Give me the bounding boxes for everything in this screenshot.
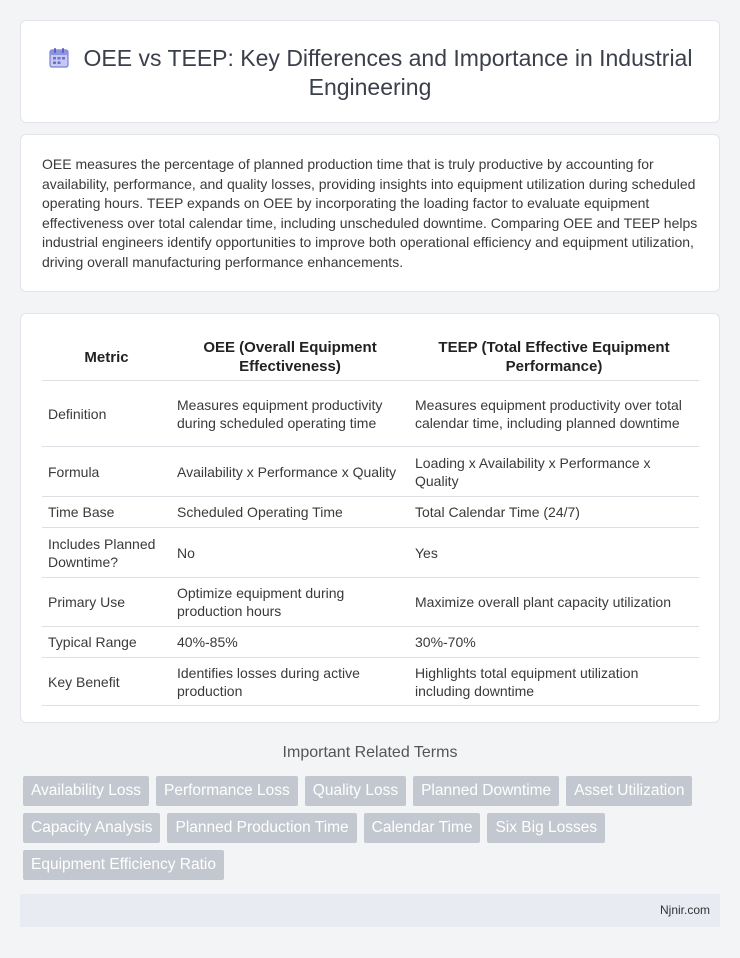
- row-teep: Total Calendar Time (24/7): [409, 497, 699, 528]
- row-oee: Scheduled Operating Time: [171, 497, 409, 528]
- row-teep: Maximize overall plant capacity utilization: [409, 578, 699, 627]
- table-row: [42, 447, 699, 497]
- term-tag[interactable]: Performance Loss: [156, 776, 298, 806]
- table-row: [42, 627, 699, 658]
- row-oee: 40%-85%: [171, 627, 409, 658]
- table-row: [42, 658, 699, 706]
- row-teep: Measures equipment productivity over total calendar time, including planned downtime: [409, 381, 699, 447]
- row-teep: 30%-70%: [409, 627, 699, 658]
- header-teep: TEEP (Total Effective Equipment Performance): [438, 339, 670, 375]
- term-tag[interactable]: Calendar Time: [364, 813, 481, 843]
- row-oee: Measures equipment productivity during scheduled operating time: [171, 381, 409, 447]
- row-teep: Loading x Availability x Performance x Quality: [409, 447, 699, 497]
- intro-card: [20, 134, 720, 292]
- title-card: [20, 20, 720, 123]
- table-row: [42, 528, 699, 578]
- table-header-row: [42, 334, 699, 381]
- term-tag[interactable]: Asset Utilization: [566, 776, 692, 806]
- page-title: [21, 44, 719, 102]
- row-teep: Yes: [409, 528, 699, 578]
- related-terms-heading: Important Related Terms: [282, 744, 458, 761]
- table-row: [42, 497, 699, 528]
- footer: [20, 894, 720, 927]
- term-tag[interactable]: Six Big Losses: [487, 813, 605, 843]
- page-title-text: OEE vs TEEP: Key Differences and Importance in Industrial Engineering: [83, 45, 693, 100]
- row-metric: Formula: [42, 447, 171, 497]
- term-tag[interactable]: Equipment Efficiency Ratio: [23, 850, 224, 880]
- header-oee: OEE (Overall Equipment Effectiveness): [203, 339, 377, 375]
- row-metric: Time Base: [42, 497, 171, 528]
- term-tag[interactable]: Planned Production Time: [167, 813, 356, 843]
- row-oee: Identifies losses during active production: [171, 658, 409, 706]
- term-tag[interactable]: Availability Loss: [23, 776, 149, 806]
- related-terms-list: [23, 776, 718, 880]
- row-metric: Key Benefit: [42, 658, 171, 706]
- comparison-table: [42, 334, 699, 706]
- table-row: [42, 381, 699, 447]
- calendar-icon: [48, 47, 70, 69]
- term-tag[interactable]: Quality Loss: [305, 776, 406, 806]
- row-oee: Availability x Performance x Quality: [171, 447, 409, 497]
- row-oee: No: [171, 528, 409, 578]
- row-metric: Primary Use: [42, 578, 171, 627]
- footer-site[interactable]: Njnir.com: [659, 903, 710, 917]
- comparison-card: [20, 313, 720, 723]
- table-row: [42, 578, 699, 627]
- header-metric: Metric: [84, 348, 129, 366]
- row-metric: Typical Range: [42, 627, 171, 658]
- term-tag[interactable]: Planned Downtime: [413, 776, 559, 806]
- row-teep: Highlights total equipment utilization including downtime: [409, 658, 699, 706]
- row-oee: Optimize equipment during production hours: [171, 578, 409, 627]
- intro-paragraph: OEE measures the percentage of planned production time that is truly productive by accounting for availability, performance, and quality losses, providing insights into equipment utilization during scheduled operating hours. TEEP expands on OEE by incorporating the loading factor to evaluate equipment effectiveness over total calendar time, including unscheduled downtime. Comparing OEE and TEEP helps industrial engineers identify opportunities to improve both operational efficiency and equipment utilization, driving overall manufacturing performance enhancements.: [42, 156, 698, 270]
- term-tag[interactable]: Capacity Analysis: [23, 813, 160, 843]
- row-metric: Includes Planned Downtime?: [42, 528, 171, 578]
- row-metric: Definition: [42, 381, 171, 447]
